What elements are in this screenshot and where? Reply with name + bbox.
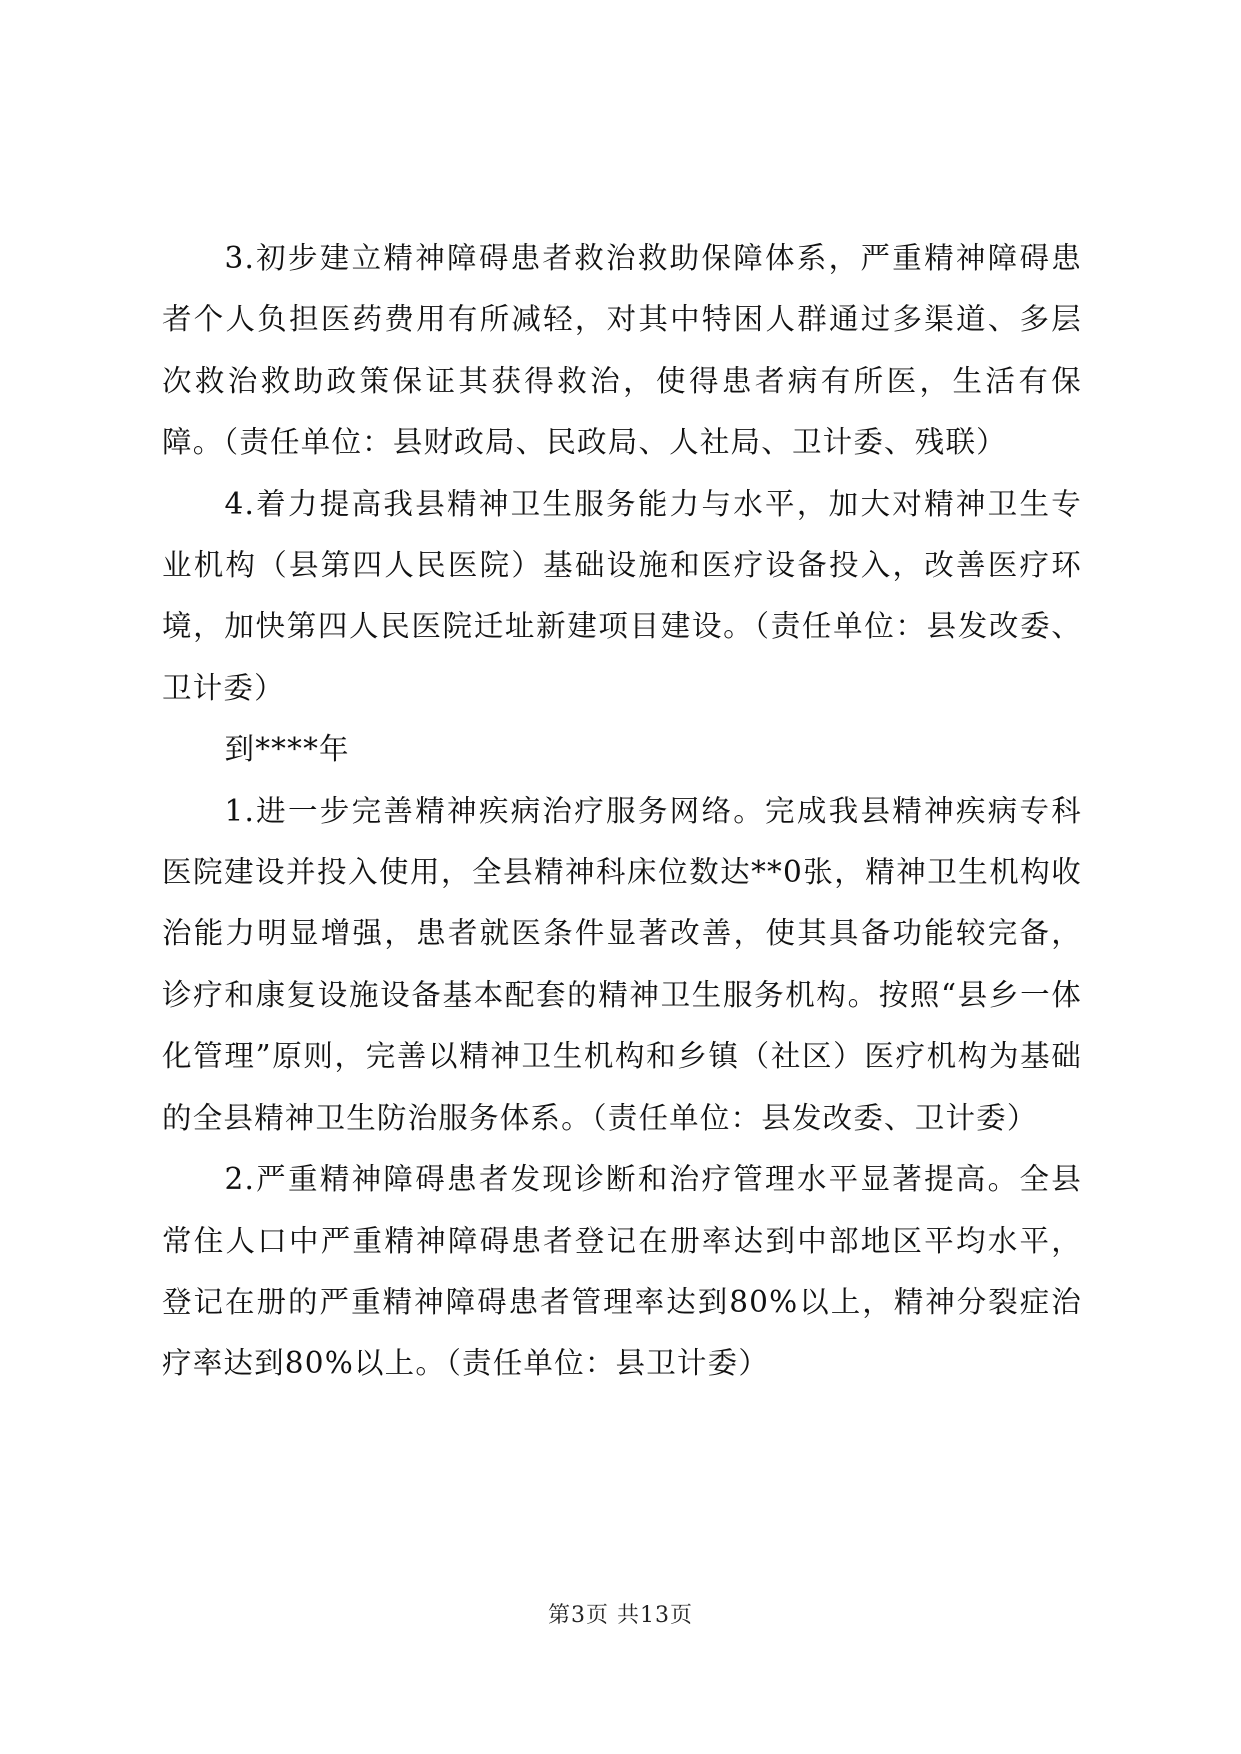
document-body xyxy=(162,228,1082,1395)
page-number-footer: 第3页 共13页 xyxy=(548,1603,693,1628)
paragraph-item-3: 3.初步建立精神障碍患者救治救助保障体系，严重精神障碍患者个人负担医药费用有所减轻，对其中特困人群通过多渠道、多层次救治救助政策保证其获得救治，使得患者病有所医，生活有保障。（责任单位：县财政局、民政局、人社局、卫计委、残联） xyxy=(162,241,1082,460)
section-heading-year: 到****年 xyxy=(224,732,350,767)
paragraph-item-2: 2.严重精神障碍患者发现诊断和治疗管理水平显著提高。全县常住人口中严重精神障碍患者登记在册率达到中部地区平均水平，登记在册的严重精神障碍患者管理率达到80%以上，精神分裂症治疗率达到80%以上。（责任单位：县卫计委） xyxy=(162,1162,1082,1381)
paragraph-item-1: 1.进一步完善精神疾病治疗服务网络。完成我县精神疾病专科医院建设并投入使用，全县精神科床位数达**0张，精神卫生机构收治能力明显增强，患者就医条件显著改善，使其具备功能较完备，诊疗和康复设施设备基本配套的精神卫生服务机构。按照“县乡一体化管理”原则，完善以精神卫生机构和乡镇（社区）医疗机构为基础的全县精神卫生防治服务体系。（责任单位：县发改委、卫计委） xyxy=(162,793,1082,1135)
paragraph-item-4: 4.着力提高我县精神卫生服务能力与水平，加大对精神卫生专业机构（县第四人民医院）基础设施和医疗设备投入，改善医疗环境，加快第四人民医院迁址新建项目建设。（责任单位：县发改委、卫计委） xyxy=(162,486,1082,705)
